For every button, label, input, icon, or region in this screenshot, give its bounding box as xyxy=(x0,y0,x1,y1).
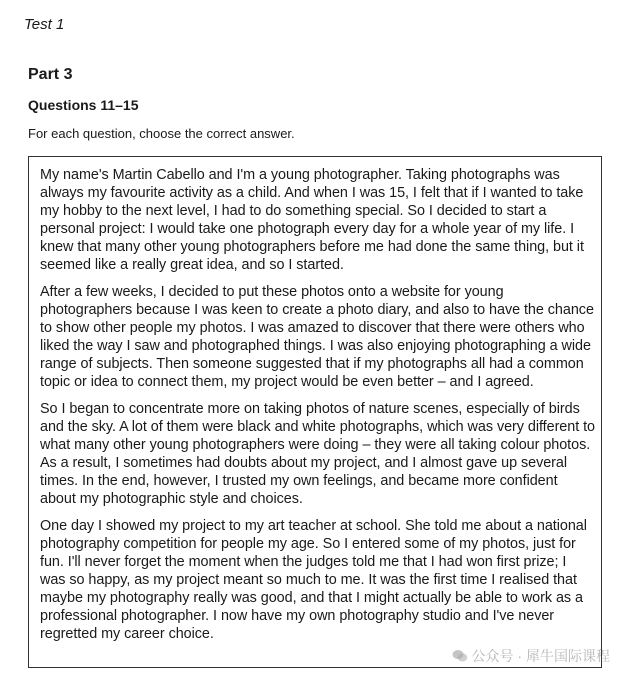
passage-paragraph-4: One day I showed my project to my art teacher at school. She told me about a national photography competition for people my age. So I entered some of my photos, just for fun. I'll never forget the moment when the judges told me that I had won first prize; I was so happy, as my project meant so much to me. It was the first time I realised that maybe my photography really was good, and that I might actually be able to work as a professional photographer. I now have my own photography studio and I've never regretted my career choice. xyxy=(40,518,587,642)
part-title: Part 3 xyxy=(28,66,73,83)
wechat-icon xyxy=(452,649,468,663)
watermark-text: 公众号 · 犀牛国际课程 xyxy=(471,648,610,664)
passage-paragraph-3: So I began to concentrate more on taking photos of nature scenes, especially of birds and the sky. A lot of them were black and white photographs, which was very different to what many other young photographers were doing – they were all taking colour photos. As a result, I sometimes had doubts about my project, and I almost gave up several times. In the end, however, I trusted my own feelings, and became more confident about my photographic style and choices. xyxy=(40,401,596,507)
watermark xyxy=(452,646,610,666)
questions-title: Questions 11–15 xyxy=(28,97,139,113)
passage-paragraph-2: After a few weeks, I decided to put these photos onto a website for young photographers because I was keen to create a photo diary, and also to have the chance to show other people my photos. I was amazed to discover that there were others who liked the way I saw and photographed things. I was also enjoying photographing a wide range of subjects. Then someone suggested that if my photographs all had a common topic or idea to connect them, my project would be even better – and I agreed. xyxy=(40,284,594,390)
passage-paragraph-1: My name's Martin Cabello and I'm a young photographer. Taking photographs was always my favourite activity as a child. And when I was 15, I felt that if I wanted to take my hobby to the next level, I had to do something special. So I decided to start a personal project: I would take one photograph every day for a whole year of my life. I knew that many other young photographers before me had done the same thing, but it seemed like a really great idea, and so I started. xyxy=(40,167,584,273)
reading-passage xyxy=(28,156,602,668)
instruction-text: For each question, choose the correct answer. xyxy=(28,126,295,141)
test-label: Test 1 xyxy=(24,16,65,33)
